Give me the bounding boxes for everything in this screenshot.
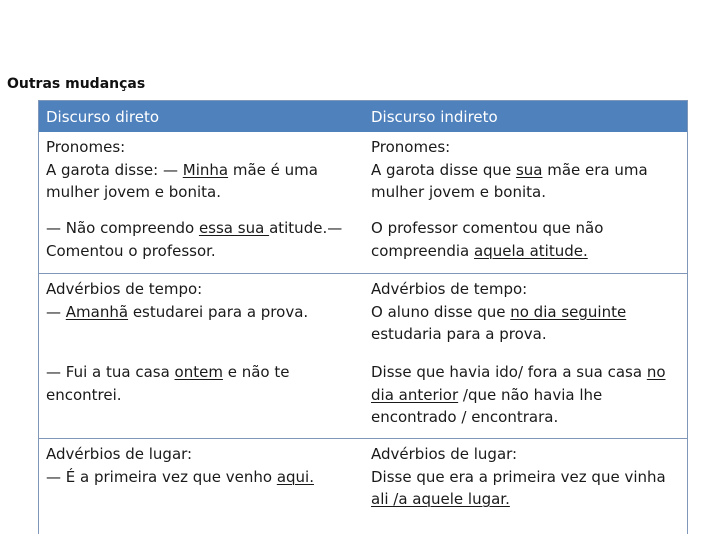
text-segment: mãe era uma bbox=[542, 160, 648, 179]
cell-line bbox=[371, 384, 666, 407]
emphasized-text: ali /a aquele lugar. bbox=[371, 490, 510, 508]
page-title: Outras mudanças bbox=[7, 76, 146, 92]
indirect-speech-cell bbox=[371, 217, 603, 262]
text-segment: Pronomes: bbox=[46, 138, 126, 156]
header-indirect-speech: Discurso indireto bbox=[371, 108, 498, 126]
cell-line bbox=[371, 181, 648, 204]
cell-line bbox=[46, 361, 289, 384]
text-segment: — Fui a tua casa bbox=[46, 363, 175, 381]
indirect-speech-cell bbox=[371, 136, 648, 204]
cell-line bbox=[46, 443, 314, 466]
emphasized-text: aquela atitude. bbox=[474, 241, 588, 260]
cell-line bbox=[371, 361, 666, 384]
text-segment: encontrei. bbox=[46, 385, 122, 404]
table-row bbox=[39, 273, 687, 358]
text-segment: compreendia bbox=[371, 241, 475, 260]
text-segment: — Não compreendo bbox=[46, 219, 199, 237]
cell-line bbox=[371, 406, 666, 429]
indirect-speech-cell bbox=[371, 278, 626, 346]
cell-line bbox=[371, 323, 626, 346]
cell-line bbox=[371, 278, 626, 301]
direct-speech-cell bbox=[46, 443, 314, 488]
text-segment: e não te bbox=[222, 363, 290, 381]
text-segment: mulher jovem e bonita. bbox=[46, 183, 221, 201]
cell-line bbox=[46, 301, 308, 324]
indirect-speech-cell bbox=[371, 361, 666, 429]
text-segment: Disse que era a primeira vez que vinha bbox=[371, 467, 666, 486]
text-segment: mãe é uma bbox=[228, 160, 318, 179]
text-segment: /que não havia lhe bbox=[458, 385, 603, 404]
text-segment: mulher jovem e bonita. bbox=[371, 183, 546, 201]
emphasized-text: Minha bbox=[182, 160, 229, 179]
direct-speech-cell bbox=[46, 136, 318, 204]
table-header-row bbox=[39, 101, 687, 132]
direct-speech-cell bbox=[46, 361, 289, 406]
text-segment: O aluno disse que bbox=[371, 302, 511, 321]
text-segment: atitude.— bbox=[269, 219, 343, 237]
cell-line bbox=[371, 136, 648, 159]
text-segment: Advérbios de lugar: bbox=[371, 445, 518, 463]
emphasized-text: dia anterior bbox=[371, 385, 459, 404]
text-segment: — É a primeira vez que venho bbox=[46, 467, 277, 486]
emphasized-text: essa sua bbox=[198, 219, 270, 237]
cell-line bbox=[46, 136, 318, 159]
cell-line bbox=[371, 240, 603, 263]
cell-line bbox=[46, 159, 318, 182]
text-segment: Advérbios de tempo: bbox=[46, 280, 203, 298]
text-segment: A garota disse: — bbox=[46, 160, 183, 179]
direct-speech-cell bbox=[46, 278, 308, 323]
cell-line bbox=[46, 466, 314, 489]
emphasized-text: no dia seguinte bbox=[510, 302, 627, 321]
cell-line bbox=[371, 443, 666, 466]
text-segment: Advérbios de tempo: bbox=[371, 280, 528, 298]
cell-line bbox=[46, 240, 342, 263]
table-row bbox=[39, 213, 687, 273]
emphasized-text: aqui. bbox=[276, 467, 314, 486]
emphasized-text: ontem bbox=[174, 363, 223, 381]
text-segment: Disse que havia ido/ fora a sua casa bbox=[371, 363, 647, 381]
table-row bbox=[39, 438, 687, 534]
header-direct-speech: Discurso direto bbox=[46, 108, 160, 126]
text-segment: Advérbios de lugar: bbox=[46, 445, 193, 463]
text-segment: encontrado / encontrara. bbox=[371, 408, 559, 426]
direct-speech-cell bbox=[46, 217, 342, 262]
text-segment: A garota disse que bbox=[371, 160, 516, 179]
text-segment: O professor comentou que não bbox=[371, 219, 604, 237]
text-segment: estudarei para a prova. bbox=[128, 302, 309, 321]
text-segment: — bbox=[46, 302, 66, 321]
text-segment: estudaria para a prova. bbox=[371, 325, 547, 343]
comparison-table bbox=[38, 100, 688, 534]
emphasized-text: no bbox=[646, 363, 666, 381]
cell-line bbox=[371, 217, 603, 240]
cell-line bbox=[371, 466, 666, 489]
cell-line bbox=[46, 278, 308, 301]
cell-line bbox=[371, 301, 626, 324]
emphasized-text: sua bbox=[515, 160, 543, 179]
cell-line bbox=[46, 181, 318, 204]
text-segment: Comentou o professor. bbox=[46, 241, 216, 260]
text-segment: Pronomes: bbox=[371, 138, 451, 156]
cell-line bbox=[46, 217, 342, 240]
table-row bbox=[39, 132, 687, 213]
indirect-speech-cell bbox=[371, 443, 666, 511]
cell-line bbox=[371, 488, 666, 511]
emphasized-text: Amanhã bbox=[65, 302, 129, 321]
table-row bbox=[39, 357, 687, 438]
cell-line bbox=[46, 384, 289, 407]
cell-line bbox=[371, 159, 648, 182]
